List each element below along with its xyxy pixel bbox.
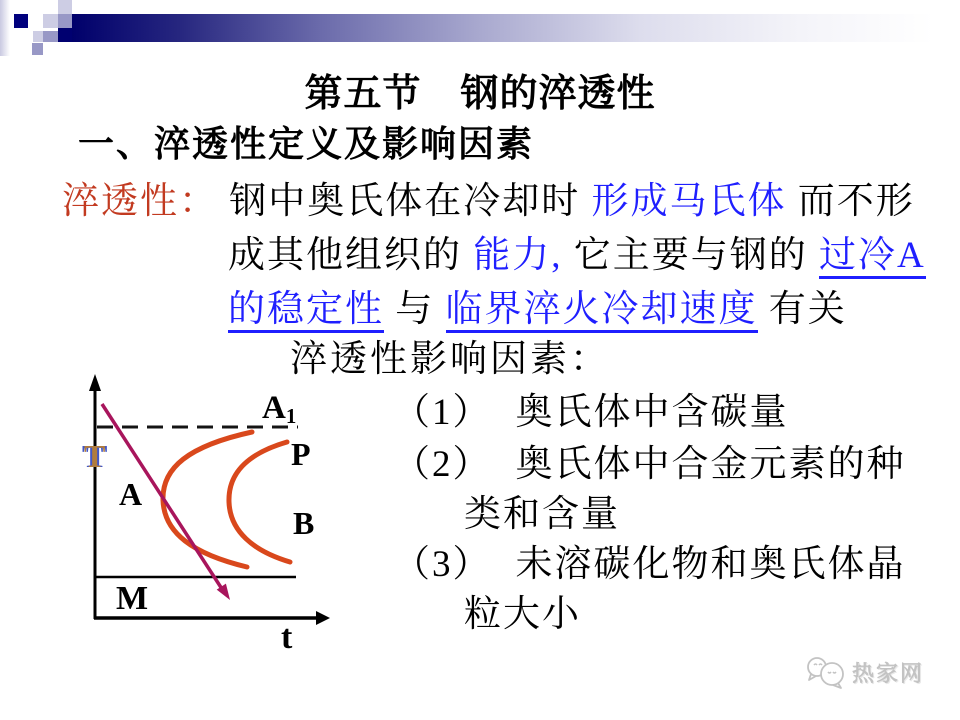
- label-bainite: B: [293, 505, 315, 541]
- deco-square: [58, 28, 72, 42]
- label-a1-letter: A: [262, 390, 286, 426]
- deco-square: [14, 14, 28, 28]
- c-curve-start: [163, 432, 252, 567]
- factor-item-1: [393, 381, 789, 435]
- header-gradient-bar: [72, 14, 960, 42]
- temperature-axis-arrowhead: [89, 374, 101, 391]
- label-austenite: A: [119, 476, 143, 512]
- deco-square: [43, 14, 58, 28]
- definition-text: 它主要与钢的: [573, 235, 808, 276]
- factor-item-2: [393, 433, 906, 487]
- label-pearlite: P: [291, 436, 311, 472]
- factor-number: （2）: [393, 444, 492, 485]
- definition-text: 与: [395, 289, 435, 330]
- chat-bubbles-icon: [804, 655, 846, 689]
- factor-text: 未溶碳化物和奥氏体晶: [515, 544, 906, 585]
- label-martensite: M: [116, 580, 149, 617]
- definition-text: 钢中奥氏体在冷却时: [229, 181, 581, 222]
- c-curve-finish: [229, 442, 290, 562]
- definition-term: 淬透性：: [62, 181, 218, 222]
- label-a1: [262, 392, 296, 427]
- section-heading: 一、淬透性定义及影响因素: [78, 123, 535, 164]
- label-temperature: T: [84, 438, 106, 474]
- definition-line-3: [228, 278, 847, 332]
- factor-number: （1）: [393, 392, 492, 433]
- definition-highlight: 能力,: [473, 235, 574, 276]
- definition-underlined-term: 的稳定性: [228, 289, 384, 333]
- factors-title: 淬透性影响因素：: [290, 339, 610, 380]
- deco-square: [33, 31, 43, 42]
- definition-line-2: [228, 224, 926, 278]
- factor-item-2-continued: 类和含量: [464, 494, 620, 535]
- definition-text: 而不形: [797, 181, 915, 222]
- slide-title: 第五节 钢的淬透性: [304, 73, 656, 115]
- deco-square: [58, 0, 72, 14]
- watermark-text: 热家网: [852, 660, 925, 686]
- factor-text: 奥氏体中合金元素的种: [515, 444, 906, 485]
- time-axis-arrowhead: [316, 611, 330, 625]
- definition-underlined-term: 过冷A: [819, 235, 926, 279]
- factor-item-3-continued: 粒大小: [464, 594, 581, 635]
- label-a1-subscript: 1: [285, 404, 297, 428]
- definition-line-1: [62, 170, 915, 224]
- factor-item-3: [393, 533, 906, 587]
- definition-text: 有关: [768, 289, 847, 330]
- deco-square: [43, 31, 58, 42]
- label-time: t: [281, 619, 293, 656]
- header-gradient-strip: [0, 0, 10, 56]
- definition-highlight: 形成马氏体: [591, 181, 787, 222]
- factor-number: （3）: [393, 544, 492, 585]
- factor-text: 奥氏体中含碳量: [515, 392, 789, 433]
- deco-square: [58, 14, 72, 28]
- deco-square: [32, 43, 43, 55]
- watermark: [804, 655, 924, 689]
- definition-text: 成其他组织的: [228, 235, 462, 276]
- definition-underlined-term: 临界淬火冷却速度: [446, 289, 758, 333]
